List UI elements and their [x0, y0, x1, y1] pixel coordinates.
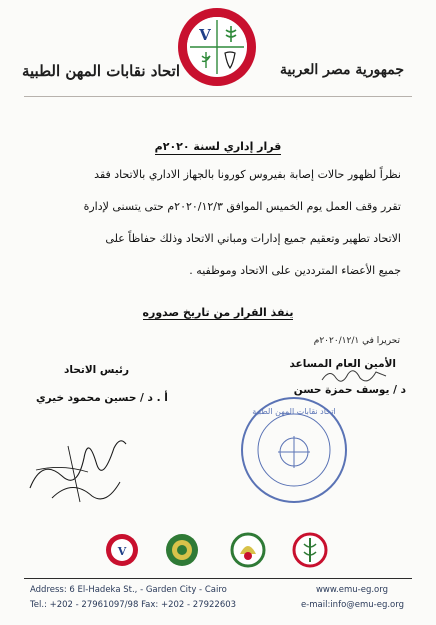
union-president-signature: [22, 418, 132, 508]
official-stamp: [236, 392, 352, 508]
vets-syndicate-logo-icon: [294, 534, 326, 566]
footer-website: www.emu-eg.org: [315, 585, 388, 595]
union-president-title: رئيس الاتحاد: [64, 364, 130, 376]
body-line-3: الاتحاد تطهير وتعقيم جميع إدارات ومباني الاتحاد وذلك حفاظاً على: [105, 232, 401, 245]
svg-text:V: V: [199, 26, 211, 44]
dentists-syndicate-logo-icon: [166, 534, 198, 566]
svg-text:V: V: [117, 545, 127, 558]
body-line-1: نظراً لظهور حالات إصابة بفيروس كورونا بالجهاز الاداري بالاتحاد فقد: [94, 168, 401, 181]
union-logo: [176, 6, 258, 88]
pharmacists-syndicate-logo-icon: [232, 534, 264, 566]
decision-line: ينفذ القرار من تاريخ صدوره: [142, 306, 294, 319]
member-syndicate-logos: [100, 528, 340, 572]
header-divider: [24, 96, 412, 97]
body-line-2: تقرر وقف العمل يوم الخميس الموافق ٢٠٢٠/١٢/٣م حتى يتسنى لإدارة: [83, 200, 401, 213]
body-line-4: جميع الأعضاء المترددين على الاتحاد وموظفيه .: [189, 264, 401, 277]
footer-divider: [24, 578, 412, 579]
footer-address: Address: 6 El-Hadeka St., - Garden City - Cairo: [30, 585, 227, 595]
country-name-header: جمهورية مصر العربية: [280, 62, 404, 78]
document-title: قرار إداري لسنة ٢٠٢٠م: [154, 140, 282, 153]
assistant-secretary-signature: [318, 366, 390, 388]
union-name-header: اتحاد نقابات المهن الطبية: [21, 62, 180, 80]
svg-text:اتحاد نقابات المهن الطبية: اتحاد نقابات المهن الطبية: [252, 407, 336, 416]
assistant-secretary-name: د / يوسف حمزة حسن: [293, 384, 406, 396]
footer-email: e-mail:info@emu-eg.org: [300, 600, 404, 610]
doctors-syndicate-logo-icon: [106, 534, 138, 566]
assistant-secretary-title: الأمين العام المساعد: [289, 358, 396, 370]
union-president-name: أ . د / حسين محمود خيري: [36, 392, 168, 404]
issued-date: تحريرا في ٢٠٢٠/١٢/١م: [313, 336, 400, 346]
footer-phone-fax: Tel.: +202 - 27961097/98 Fax: +202 - 27922603: [30, 600, 237, 610]
